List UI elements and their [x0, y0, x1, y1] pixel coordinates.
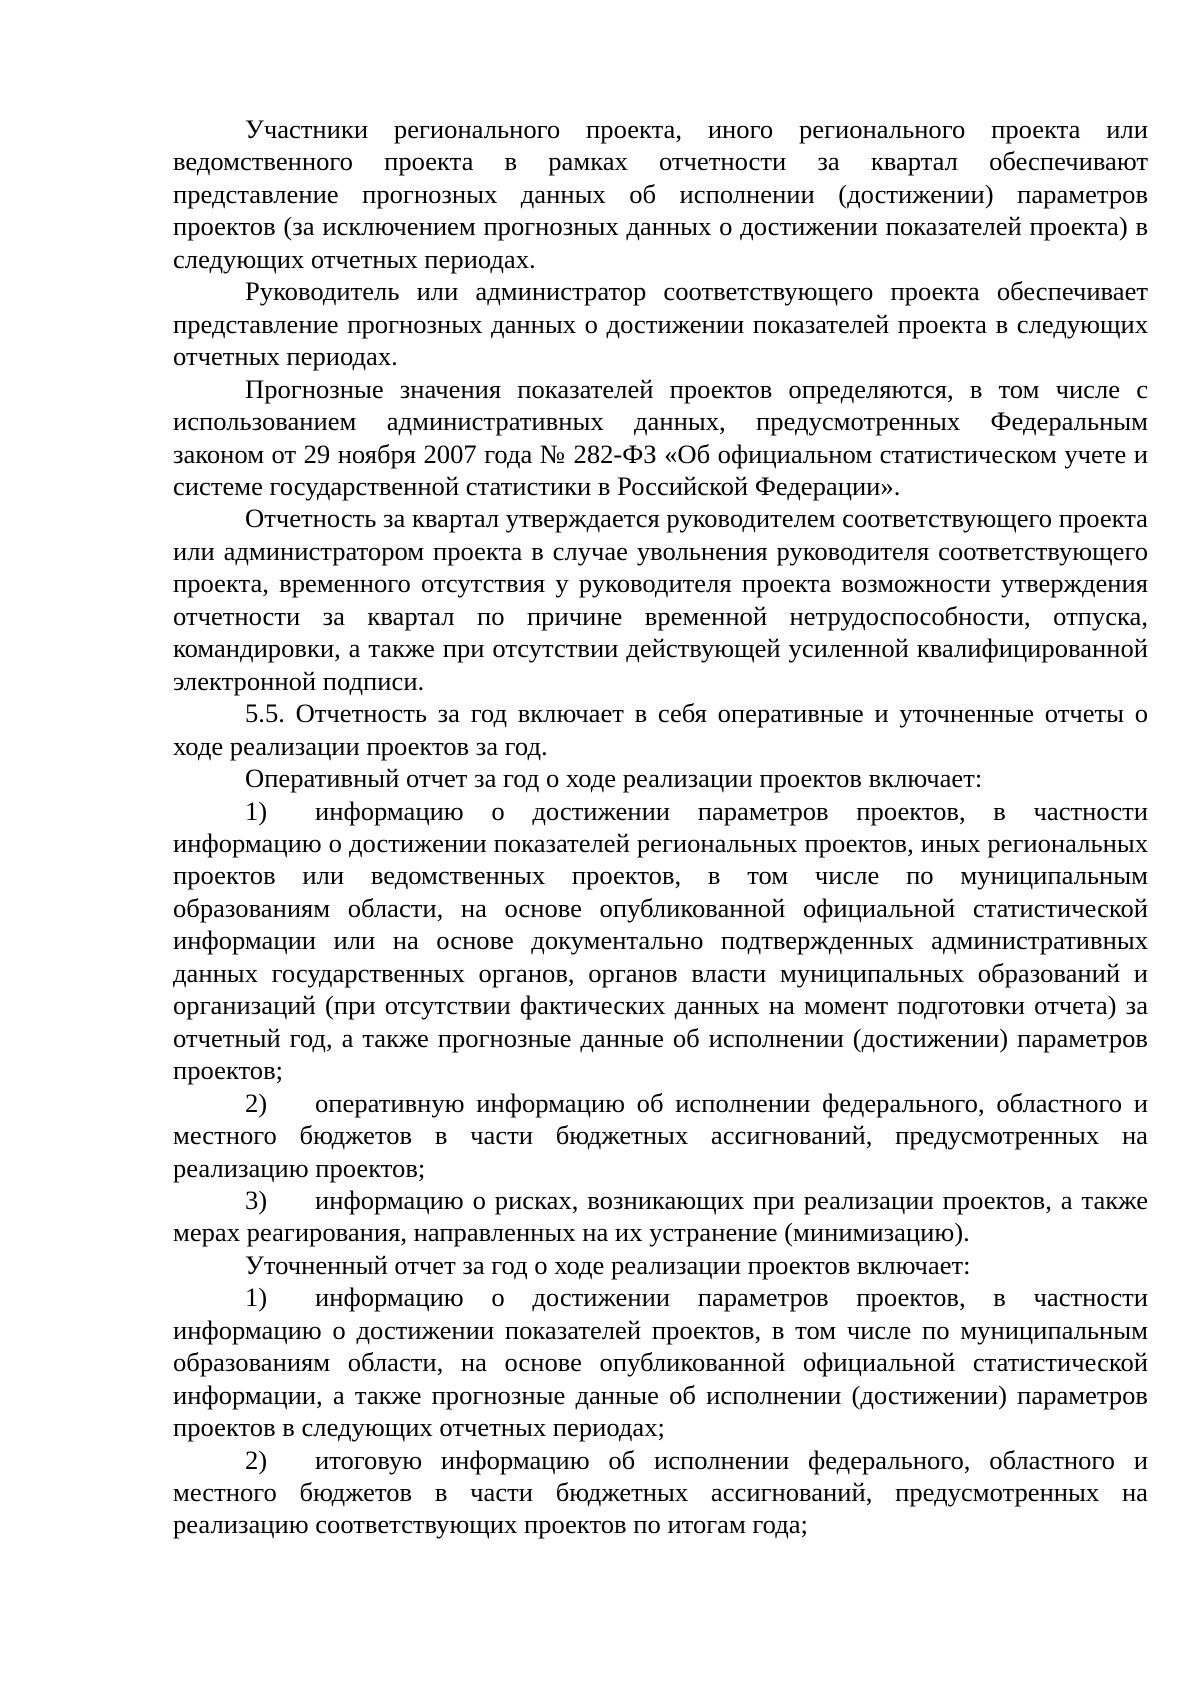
- list-item-number: 2): [245, 1444, 268, 1475]
- list-item-text: итоговую информацию об исполнении федерального, областного и местного бюджетов в части бюджетных ассигнований, предусмотренных на реализацию соответствующих проектов по итогам года;: [173, 1444, 1148, 1540]
- list-item-number: 1): [245, 795, 268, 826]
- list-item-text: информацию о достижении параметров проектов, в частности информацию о достижении показателей региональных проектов, иных региональных проектов или ведомственных проектов, в том числе по муниципальным образованиям области, на основе опубликованной официальной статистической информации или на основе документально подтвержденных административных данных государственных органов, органов власти муниципальных образований и организаций (при отсутствии фактических данных на момент подготовки отчета) за отчетный год, а также прогнозные данные об исполнении (достижении) параметров проектов;: [173, 795, 1148, 1086]
- list-item-text: оперативную информацию об исполнении федерального, областного и местного бюджетов в части бюджетных ассигнований, предусмотренных на реализацию проектов;: [173, 1087, 1148, 1183]
- list-item-refined-2: [173, 1444, 1148, 1541]
- list-item-operative-3: [173, 1184, 1148, 1249]
- paragraph-project-head-forecast: Руководитель или администратор соответствующего проекта обеспечивает представление прогнозных данных о достижении показателей проекта в следующих отчетных периодах.: [173, 276, 1148, 372]
- list-item-text: информацию о достижении параметров проектов, в частности информацию о достижении показателей проектов, в том числе по муниципальным образованиям области, на основе опубликованной официальной статистической информации, а также прогнозные данные об исполнении (достижении) параметров проектов в следующих отчетных периодах;: [173, 1282, 1148, 1443]
- list-item-operative-1: [173, 795, 1148, 1087]
- list-item-number: 3): [245, 1184, 268, 1215]
- paragraph-quarter-approval: Отчетность за квартал утверждается руководителем соответствующего проекта или администратором проекта в случае увольнения руководителя соответствующего проекта, временного отсутствия у руководителя проекта возможности утверждения отчетности за квартал по причине временной нетрудоспособности, отпуска, командировки, а также при отсутствии действующей усиленной квалифицированной электронной подписи.: [173, 503, 1148, 696]
- paragraph-refined-report-intro: Уточненный отчет за год о ходе реализации проектов включает:: [245, 1249, 971, 1280]
- list-item-number: 2): [245, 1087, 268, 1118]
- paragraph-project-participants-forecast: Участники регионального проекта, иного регионального проекта или ведомственного проекта в рамках отчетности за квартал обеспечивают представление прогнозных данных об исполнении (достижении) параметров проектов (за исключением прогнозных данных о достижении показателей проекта) в следующих отчетных периодах.: [173, 114, 1148, 274]
- paragraph-operative-report-intro: Оперативный отчет за год о ходе реализации проектов включает:: [245, 763, 983, 794]
- list-item-refined-1: [173, 1281, 1148, 1443]
- paragraph-section-5-5: 5.5. Отчетность за год включает в себя оперативные и уточненные отчеты о ходе реализации проектов за год.: [173, 698, 1148, 761]
- list-item-number: 1): [245, 1282, 268, 1313]
- list-item-operative-2: [173, 1087, 1148, 1184]
- paragraph-forecast-values: Прогнозные значения показателей проектов определяются, в том числе с использованием административных данных, предусмотренных Федеральным законом от 29 ноября 2007 года № 282-ФЗ «Об официальном статистическом учете и системе государственной статистики в Российской Федерации».: [173, 373, 1148, 501]
- list-item-text: информацию о рисках, возникающих при реализации проектов, а также мерах реагирования, направленных на их устранение (минимизацию).: [173, 1184, 1148, 1248]
- document-page: [173, 113, 1148, 1541]
